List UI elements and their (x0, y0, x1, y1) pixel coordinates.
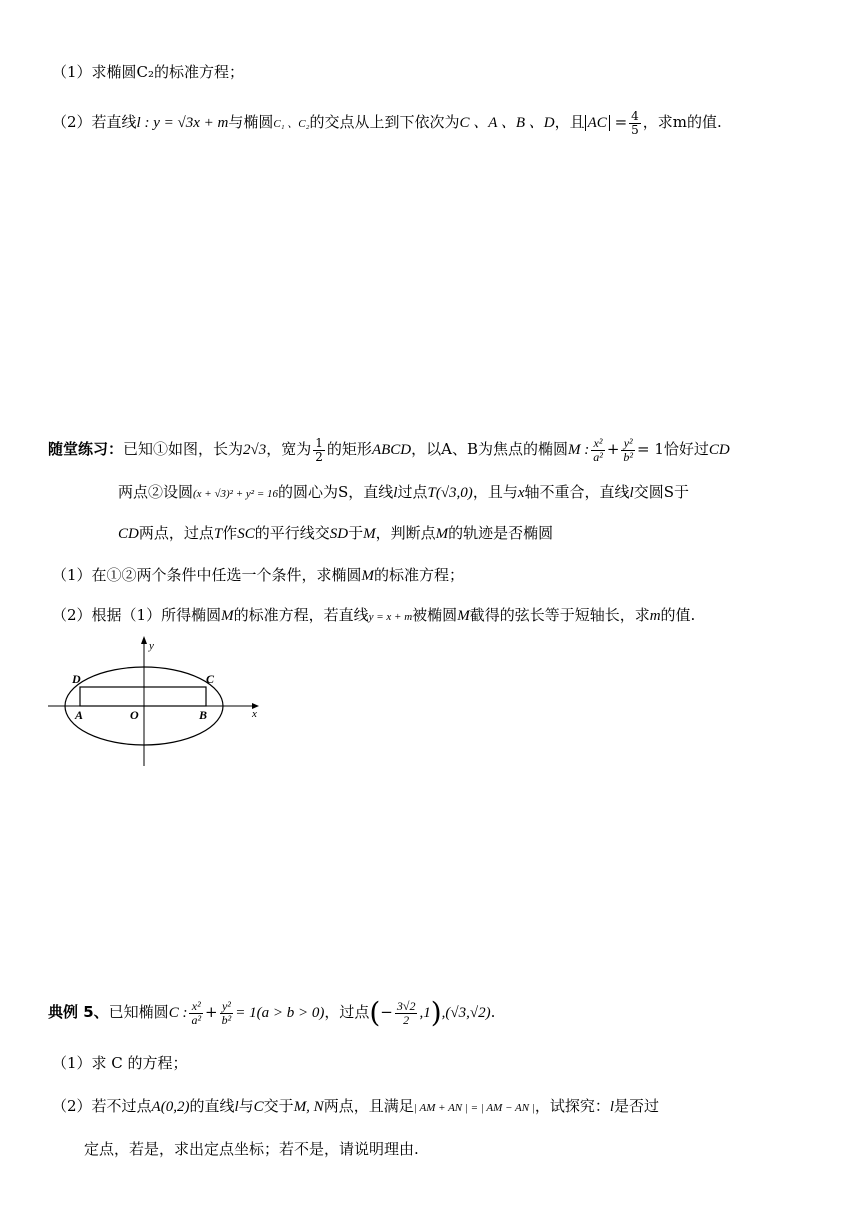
practice-line-2: 两点②设圆(x + √3)² + y² = 16的圆心为S，直线l过点T(√3,0)，且与x轴不重合，直线l交圆S于 (118, 483, 689, 501)
example-5-label: 典例 5、 (48, 1003, 109, 1021)
example-5-question-2: （2）若不过点A(0,2)的直线l与C交于M, N两点，且满足| AM + AN | = | AM − AN |，试探究：l是否过 (52, 1097, 660, 1115)
example-5-statement: 典例 5、已知椭圆C : $\frac{\text{x²}}{\text{a²}}$ + $\frac{\text{y²}}{\text{b²}}$ = 1(a > b > 0)，过点(− $\frac{3√2}{2}$ ,1),(√3,√2). (48, 996, 496, 1029)
example-5-question-2-cont: 定点，若是，求出定点坐标；若不是，请说明理由. (84, 1140, 419, 1158)
point-d: D (72, 672, 81, 686)
fraction-4-5: $\frac{4}{5}$ (631, 108, 639, 137)
practice-question-1: （1）在①②两个条件中任选一个条件，求椭圆M的标准方程； (52, 566, 465, 584)
rectangle-abcd (80, 687, 206, 706)
point-o: O (130, 708, 139, 722)
practice-line-1: 随堂练习：已知①如图，长为2√3，宽为 $\frac{1}{2}$ 的矩形ABCD，以A、B为焦点的椭圆M : $\frac{\text{x²}}{\text{a²}}$ + $\frac{\text{y²}}{\text{b²}}$ = 1恰好过CD (48, 435, 730, 464)
point-a: A (75, 708, 84, 722)
ellipse-rectangle-figure (44, 635, 274, 770)
question-2: （2）若直线l : y = √3x + m与椭圆C₁ 、C₂的交点从上到下依次为C 、A 、B 、D，且 AC = $\frac{4}{5}$ ，求m的值. (52, 108, 722, 137)
practice-line-3: CD两点，过点T作SC的平行线交SD于M，判断点M的轨迹是否椭圆 (118, 524, 554, 542)
y-axis-label: y (149, 640, 154, 652)
practice-question-2: （2）根据（1）所得椭圆M的标准方程，若直线y = x + m被椭圆M截得的弦长等于短轴长，求m的值. (52, 606, 696, 624)
point-b: B (199, 708, 208, 722)
question-1: （1）求椭圆C₂的标准方程； (52, 63, 245, 81)
practice-label: 随堂练习： (48, 440, 124, 458)
example-5-question-1: （1）求 C 的方程； (52, 1054, 188, 1072)
x-axis-label: x (252, 708, 257, 720)
point-c: C (206, 672, 215, 686)
